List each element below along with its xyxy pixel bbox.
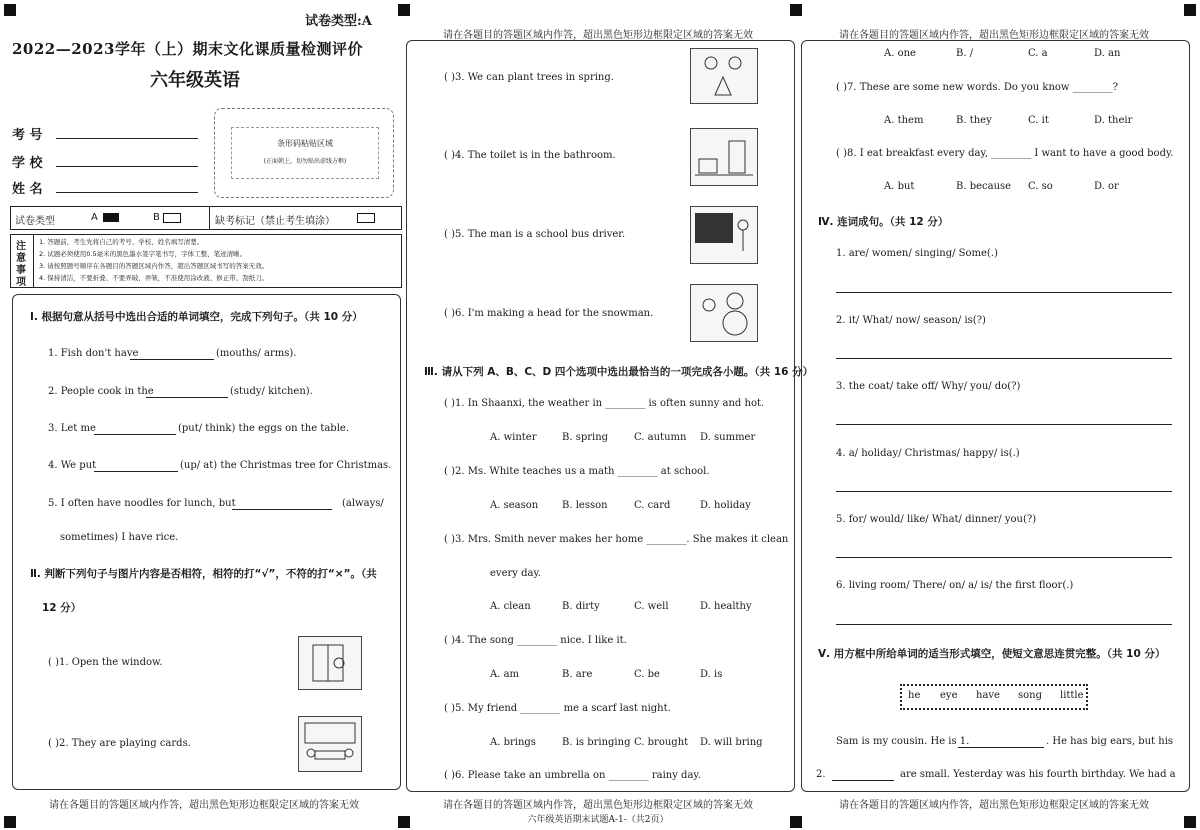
section1-title: Ⅰ. 根据句意从括号中选出合适的单词填空，完成下列句子。（共 10 分）	[30, 311, 363, 323]
s1-blank5[interactable]	[232, 509, 332, 510]
bottom-banner-col3: 请在各题目的答题区域内作答，超出黑色矩形边框限定区域的答案无效	[839, 800, 1149, 811]
notice-1: 1. 答题前，考生先将自己的考号、学校、姓名填写清楚。	[39, 238, 204, 246]
exam-number-label: 考 号	[12, 128, 43, 143]
s2-item5: ( )5. The man is a school bus driver.	[444, 229, 626, 240]
name-label: 姓 名	[12, 182, 43, 197]
word-box	[900, 684, 1088, 710]
s4-item2: 2. it/ What/ now/ season/ is(?)	[836, 315, 986, 326]
section5-title: Ⅴ. 用方框中所给单词的适当形式填空，使短文意思连贯完整。（共 10 分）	[818, 648, 1166, 660]
window-picture	[298, 636, 362, 690]
s3-q4-optD[interactable]: D. is	[700, 669, 723, 680]
s3-q5-optD[interactable]: D. will bring	[700, 737, 763, 748]
absent-bubble[interactable]	[357, 213, 375, 223]
bathroom-picture	[690, 128, 758, 186]
s4-item4: 4. a/ holiday/ Christmas/ happy/ is(.)	[836, 448, 1020, 459]
s3-q7-optB[interactable]: B. they	[956, 115, 992, 126]
corner-mark	[4, 816, 16, 828]
s3-q3-optD[interactable]: D. healthy	[700, 601, 752, 612]
s5-line2: 2.	[816, 769, 826, 780]
s4-answer-line4[interactable]	[836, 491, 1172, 492]
s3-q6-optB[interactable]: B. /	[956, 48, 974, 59]
section4-title: Ⅳ. 连词成句。（共 12 分）	[818, 216, 949, 228]
s2-item3: ( )3. We can plant trees in spring.	[444, 72, 614, 83]
section2-title: Ⅱ. 判断下列句子与图片内容是否相符，相符的打“√”，不符的打“×”。（共	[30, 568, 377, 580]
s3-q1-optD[interactable]: D. summer	[700, 432, 756, 443]
barcode-note: (正面朝上，切勿贴出虚线方框)	[263, 158, 347, 165]
notice-3: 3. 请按照题号顺序在各题目的答题区域内作答，超出答题区域书写的答案无效。	[39, 262, 269, 270]
corner-mark	[1184, 816, 1196, 828]
s3-q7: ( )7. These are some new words. Do you know ________?	[836, 82, 1119, 93]
s3-q2-optB[interactable]: B. lesson	[562, 500, 608, 511]
s3-q5-optC[interactable]: C. brought	[634, 737, 689, 748]
s1-blank3[interactable]	[94, 434, 176, 435]
paper-type-label: 试卷类型	[15, 216, 55, 227]
s3-q1-optA[interactable]: A. winter	[490, 432, 537, 443]
corner-mark	[790, 4, 802, 16]
s3-q1: ( )1. In Shaanxi, the weather in ________ is often sunny and hot.	[444, 398, 765, 409]
s3-q6-optC[interactable]: C. a	[1028, 48, 1048, 59]
s3-q8-optD[interactable]: D. or	[1094, 181, 1119, 192]
notice-2: 2. 试题必须使用0.5毫米的黑色墨水签字笔书写，字体工整、笔迹清晰。	[39, 250, 247, 258]
s3-q7-optA[interactable]: A. them	[884, 115, 924, 126]
type-a-label: A	[91, 212, 98, 223]
corner-mark	[4, 4, 16, 16]
word-have: have	[976, 690, 1000, 701]
s2-item1: ( )1. Open the window.	[48, 657, 163, 668]
s3-q6-optD[interactable]: D. an	[1094, 48, 1121, 59]
s4-item5: 5. for/ would/ like/ What/ dinner/ you(?)	[836, 514, 1037, 525]
s3-q2-optA[interactable]: A. season	[490, 500, 539, 511]
word-little: little	[1060, 690, 1084, 701]
s3-q6-optA[interactable]: A. one	[884, 48, 916, 59]
type-b-label: B	[153, 212, 160, 223]
s3-q3: ( )3. Mrs. Smith never makes her home ________. She makes it clean	[444, 534, 789, 545]
s4-answer-line1[interactable]	[836, 292, 1172, 293]
s1-blank4[interactable]	[94, 471, 178, 472]
s3-q4-optC[interactable]: C. be	[634, 669, 660, 680]
s3-q4: ( )4. The song ________ nice. I like it.	[444, 635, 627, 646]
type-b-bubble[interactable]	[163, 213, 181, 223]
s3-q1-optC[interactable]: C. autumn	[634, 432, 687, 443]
absent-label: 缺考标记（禁止考生填涂）	[215, 216, 335, 227]
word-he: he	[908, 690, 921, 701]
corner-mark	[398, 4, 410, 16]
s1-item5: 5. I often have noodles for lunch, but	[48, 498, 236, 509]
s3-q8-optC[interactable]: C. so	[1028, 181, 1053, 192]
s3-q2-optD[interactable]: D. holiday	[700, 500, 751, 511]
s5-blank1[interactable]	[958, 747, 1044, 748]
s3-q3-optA[interactable]: A. clean	[490, 601, 531, 612]
notice-box: 注 意 事 项 1. 答题前，考生先将自己的考号、学校、姓名填写清楚。 2. 试题必须使用0.5毫米的黑色墨水签字笔书写，字体工整、笔迹清晰。 3. 请按照题号顺序在各题目的答题区域内作答，超出答题区域书写的答案无效。 4. 保持清洁，不要折叠、不要弄破、弄皱，不准使用涂改液、修正带、刮纸刀。	[10, 234, 402, 288]
section3-title: Ⅲ. 请从下列 A、B、C、D 四个选项中选出最恰当的一项完成各小题。（共 16 分）	[424, 366, 814, 378]
s4-item3: 3. the coat/ take off/ Why/ you/ do(?)	[836, 381, 1021, 392]
s1-item4: 4. We put	[48, 460, 97, 471]
s2-item6: ( )6. I'm making a head for the snowman.	[444, 308, 654, 319]
page-footer: 六年级英语期末试题A-1-（共2页）	[527, 815, 669, 825]
s3-q4-optA[interactable]: A. am	[490, 669, 520, 680]
barcode-area	[214, 108, 394, 198]
school-field[interactable]	[56, 166, 198, 167]
s3-q3-optB[interactable]: B. dirty	[562, 601, 600, 612]
notice-4: 4. 保持清洁，不要折叠、不要弄破、弄皱，不准使用涂改液、修正带、刮纸刀。	[39, 274, 269, 282]
barcode-label: 条形码粘贴区域	[277, 139, 333, 148]
s3-q7-optC[interactable]: C. it	[1028, 115, 1049, 126]
snowman-picture	[690, 284, 758, 342]
word-song: song	[1018, 690, 1042, 701]
s3-q6: ( )6. Please take an umbrella on ________ rainy day.	[444, 770, 701, 781]
s3-q4-optB[interactable]: B. are	[562, 669, 593, 680]
s4-item6: 6. living room/ There/ on/ a/ is/ the first floor(.)	[836, 580, 1074, 591]
type-a-bubble[interactable]	[103, 213, 119, 222]
exam-title: 2022—2023学年（上）期末文化课质量检测评价	[12, 40, 363, 58]
name-field[interactable]	[56, 192, 198, 193]
word-eye: eye	[940, 690, 958, 701]
s3-q2: ( )2. Ms. White teaches us a math ________ at school.	[444, 466, 710, 477]
top-banner-col3: 请在各题目的答题区域内作答，超出黑色矩形边框限定区域的答案无效	[839, 30, 1149, 41]
subject-title: 六年级英语	[150, 70, 240, 91]
s1-blank1[interactable]	[130, 359, 214, 360]
paper-type-box	[10, 206, 402, 230]
s1-item2: 2. People cook in the	[48, 386, 154, 397]
s3-q2-optC[interactable]: C. card	[634, 500, 671, 511]
paper-type: 试卷类型:A	[305, 14, 372, 29]
corner-mark	[790, 816, 802, 828]
top-banner-col2: 请在各题目的答题区域内作答，超出黑色矩形边框限定区域的答案无效	[443, 30, 753, 41]
s4-answer-line3[interactable]	[836, 424, 1172, 425]
corner-mark	[1184, 4, 1196, 16]
s3-q5-optB[interactable]: B. is bringing	[562, 737, 631, 748]
s1-item1: 1. Fish don't have	[48, 348, 139, 359]
exam-number-field[interactable]	[56, 138, 198, 139]
s5-line1: Sam is my cousin. He is 1.	[836, 736, 970, 747]
s3-q1-optB[interactable]: B. spring	[562, 432, 609, 443]
s4-answer-line2[interactable]	[836, 358, 1172, 359]
planting-trees-picture	[690, 48, 758, 104]
s1-blank2[interactable]	[146, 397, 228, 398]
s3-q8-optB[interactable]: B. because	[956, 181, 1012, 192]
teacher-picture	[690, 206, 758, 264]
bottom-banner-col1: 请在各题目的答题区域内作答，超出黑色矩形边框限定区域的答案无效	[49, 800, 359, 811]
s4-answer-line5[interactable]	[836, 557, 1172, 558]
s3-q7-optD[interactable]: D. their	[1094, 115, 1133, 126]
s2-item4: ( )4. The toilet is in the bathroom.	[444, 150, 616, 161]
s3-q8-optA[interactable]: A. but	[884, 181, 915, 192]
s3-q3-optC[interactable]: C. well	[634, 601, 669, 612]
s2-item2: ( )2. They are playing cards.	[48, 738, 191, 749]
school-label: 学 校	[12, 156, 43, 171]
s4-item1: 1. are/ women/ singing/ Some(.)	[836, 248, 998, 259]
s3-q8: ( )8. I eat breakfast every day, ________ I want to have a good body.	[836, 148, 1174, 159]
s5-blank2[interactable]	[832, 780, 894, 781]
s3-q5: ( )5. My friend ________ me a scarf last night.	[444, 703, 671, 714]
s4-answer-line6[interactable]	[836, 624, 1172, 625]
bottom-banner-col2: 请在各题目的答题区域内作答，超出黑色矩形边框限定区域的答案无效	[443, 800, 753, 811]
s3-q5-optA[interactable]: A. brings	[490, 737, 536, 748]
s1-item3: 3. Let me	[48, 423, 96, 434]
playing-cards-picture	[298, 716, 362, 772]
